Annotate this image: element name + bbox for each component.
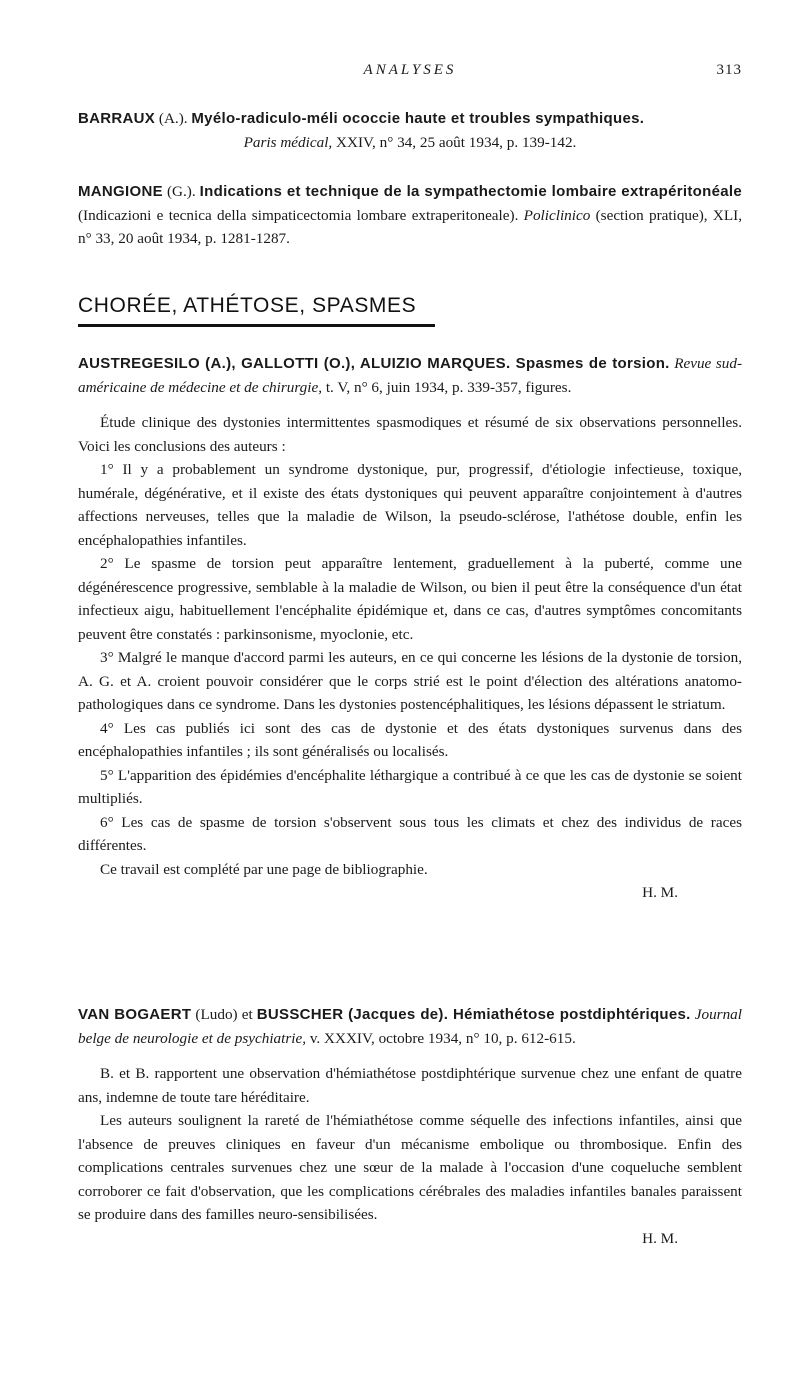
running-title: ANALYSES (363, 62, 457, 78)
paragraph: 4° Les cas publiés ici sont des cas de dystonie et des états dystoniques survenus dans des encéphalopathies infantiles ; ils sont généralisés ou localisés. (78, 719, 742, 760)
entry-journal: Journal belge de neurologie et de psychiatrie, (78, 1006, 742, 1047)
entry-journal: Paris médical, (243, 133, 333, 151)
paragraph: 6° Les cas de spasme de torsion s'observent sous tous les climats et chez des individus de races différentes. (78, 813, 742, 854)
paragraph: 5° L'apparition des épidémies d'encéphalite léthargique a contribué à ce que les cas de dystonie se soient multipliés. (78, 766, 742, 807)
entry-heading (78, 107, 742, 131)
running-header (78, 62, 742, 82)
paragraph: 1° Il y a probablement un syndrome dystonique, pur, progressif, d'étiologie infectieuse, toxique, humérale, dégénérative, et il existe des états dystoniques qui peuvent apparaître conjointement à d'autres affections nerveuses, telles que la maladie de Wilson, la pseudo-sclérose, l'athétose double, enfin les encéphalopathies infantiles. (78, 461, 742, 549)
entry-authors: BARRAUX (78, 110, 156, 127)
paragraph: 3° Malgré le manque d'accord parmi les auteurs, en ce qui concerne les lésions de la dystonie de torsion, A. G. et A. croient pouvoir considérer que le corps strié est le point d'élection des altérations anatomo-pathologiques dans ce syndrome. Dans les dystonies postencéphalitiques, les lésions dépassent le striatum. (78, 649, 742, 713)
entry-citation (78, 131, 742, 155)
entry-translation: (Indicazioni e tecnica della simpaticectomia lombare extraperitoneale). (78, 206, 524, 224)
entry-citation-text: v. XXXIV, octobre 1934, n° 10, p. 612-615. (306, 1029, 576, 1047)
entry-barraux (78, 107, 742, 154)
entry-initial: (G.). (162, 183, 200, 200)
paragraph: B. et B. rapportent une observation d'hémiathétose postdiphtérique survenue chez une enfant de quatre ans, indemne de toute tare héréditaire. (78, 1065, 742, 1106)
section-rule (78, 324, 435, 327)
paragraph: 2° Le spasme de torsion peut apparaître lentement, graduellement à la puberté, comme une dégénérescence progressive, semblable à la maladie de Wilson, ou bien il peut être la conséquence d'un état infectieux aigu, habituellement l'encéphalite épidémique et, dans ce cas, d'autres symptômes concomitants peuvent être constatés : parkinsonisme, myoclonie, etc. (78, 555, 742, 643)
entry-citation-text: t. V, n° 6, juin 1934, p. 339-357, figures. (322, 378, 572, 396)
entry-journal: Policlinico (523, 206, 591, 224)
entry-title: Myélo-radiculo-méli ococcie haute et troubles sympathiques. (191, 110, 645, 127)
entry-citation-text: XXIV, n° 34, 25 août 1934, p. 139-142. (332, 133, 577, 151)
entry-authors: MANGIONE (78, 183, 163, 200)
paragraph: Étude clinique des dystonies intermittentes spasmodiques et résumé de six observations personnelles. Voici les conclusions des auteurs : (78, 414, 742, 455)
entry-heading (78, 1003, 742, 1050)
entry-heading (78, 180, 742, 251)
entry-journal: Revue sud-américaine de médecine et de chirurgie, (78, 355, 743, 396)
section-title: CHORÉE, ATHÉTOSE, SPASMES (78, 294, 417, 317)
entry-initial: (A.). (155, 110, 192, 127)
entry-title: Spasmes de torsion. (510, 355, 670, 372)
entry-citation-text: (section pratique), XLI, n° 33, 20 août 1934, p. 1281-1287. (78, 206, 742, 247)
signature: H. M. (642, 1229, 678, 1247)
entry-van-bogaert (78, 1003, 742, 1250)
entry-austregesilo (78, 352, 742, 905)
entry-initial: (Ludo) et (191, 1006, 257, 1023)
signature: H. M. (642, 884, 678, 901)
entry-title: Hémiathétose postdiphtériques. (448, 1006, 691, 1023)
entry-authors: VAN BOGAERT (78, 1006, 192, 1023)
paragraph: Ce travail est complété par une page de bibliographie. (100, 860, 428, 878)
paragraph: Les auteurs soulignent la rareté de l'hémiathétose comme séquelle des infections infantiles, ainsi que l'absence de preuves cliniques en faveur d'un mécanisme embolique ou thrombosique. Enfin des complications centrales survenues chez une sœur de la malade à l'occasion d'une coqueluche semblent corroborer ce fait d'observation, que les complications cérébrales des maladies infantiles banales paraissent se produire dans des familles neuro-sensibilisées. (78, 1112, 742, 1223)
entry-title: Indications et technique de la sympathectomie lombaire extrapéritonéale (199, 183, 742, 200)
page-number: 313 (716, 62, 742, 78)
entry-heading (78, 352, 742, 399)
entry-authors: AUSTREGESILO (A.), GALLOTTI (O.), ALUIZIO MARQUES. (78, 355, 511, 372)
entry-mangione (78, 180, 742, 251)
entry-authors-2: BUSSCHER (Jacques de). (256, 1006, 449, 1023)
